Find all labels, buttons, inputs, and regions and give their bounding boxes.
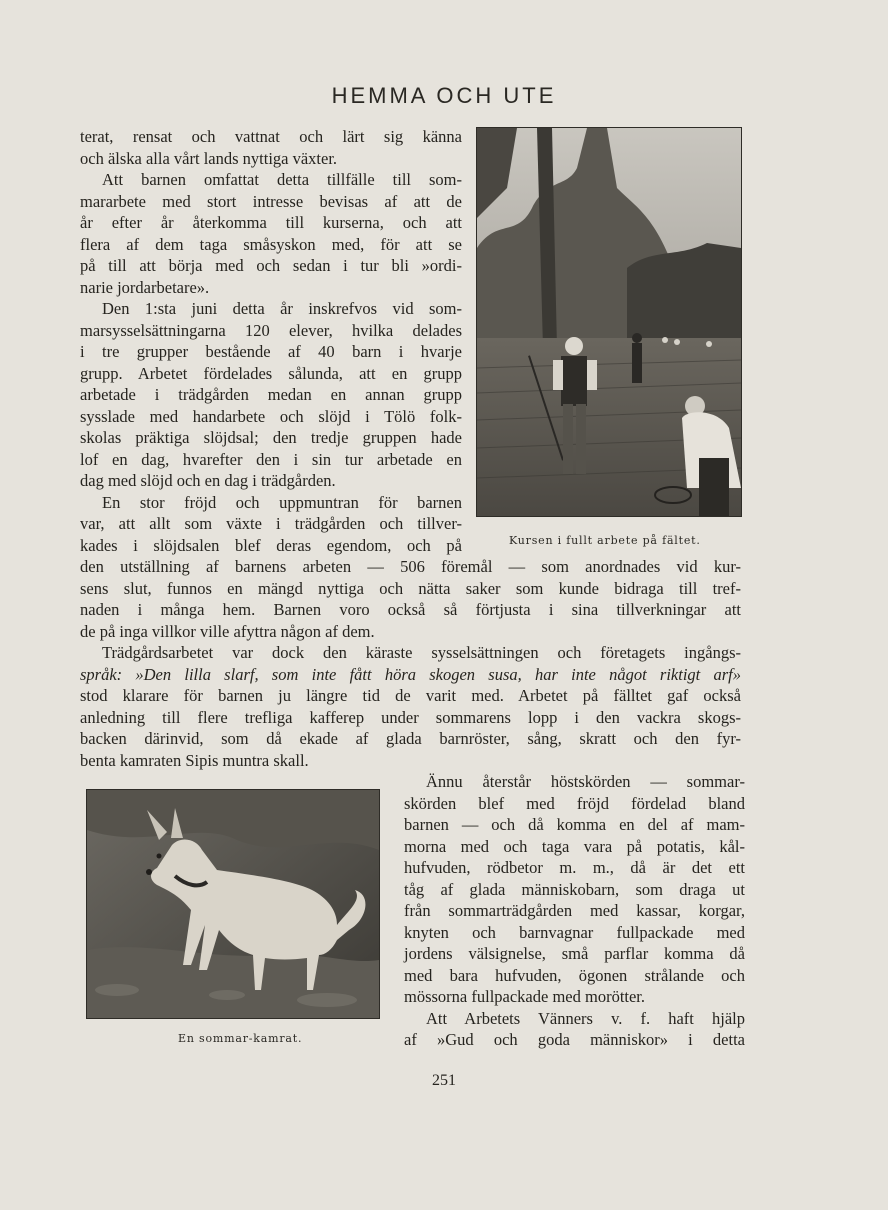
- body-line: och älska alla vårt lands nyttiga växter.: [80, 148, 338, 168]
- body-line: Att Arbetets Vänners v. f. haft hjälp: [426, 1008, 745, 1028]
- body-line: i tre grupper bestående af 40 barn i hvarje: [80, 342, 462, 361]
- body-line: språk: »Den lilla slarf, som inte fått höra skogen susa, har inte något riktigt arf»: [80, 664, 741, 684]
- body-line: knyten och barnvagnar fullpackade med: [404, 922, 745, 942]
- body-line: den utställning af barnens arbeten — 506 föremål — som anordnades vid kur-: [80, 557, 741, 576]
- body-line: Att barnen omfattat detta tillfälle till som-: [102, 170, 462, 189]
- body-line: hufvuden, rödbetor m. m., då är det ett: [404, 858, 745, 877]
- body-line: stod klarare för barnen ju längre tid de varit med. Arbetet på fälltet gaf också: [80, 686, 741, 705]
- body-line: år efter år återkomma till kurserna, och att: [80, 213, 462, 232]
- body-line: Ännu återstår höstskörden — sommar-: [426, 772, 745, 791]
- dog-photo-caption: En sommar-kamrat.: [178, 1032, 303, 1045]
- body-line: backen därinvid, som då ekade af glada barnröster, sång, skratt och den fyr-: [80, 729, 741, 748]
- body-line: af »Gud och goda människor» i detta: [404, 1030, 745, 1049]
- page-number: 251: [432, 1072, 456, 1089]
- body-line: grupp. Arbetet fördelades sålunda, att en grupp: [80, 363, 462, 383]
- field-work-photo: [476, 127, 742, 517]
- body-line: naden i många hem. Barnen voro också så förtjusta i sina tillverkningar att: [80, 600, 741, 619]
- body-line: var, att allt som växte i trädgården och tillver-: [80, 514, 462, 533]
- body-line: marsysselsättningarna 120 elever, hvilka delades: [80, 320, 462, 340]
- body-line: mössorna fullpackade med morötter.: [404, 987, 646, 1006]
- body-line: sens slut, funnos en mängd nyttiga och nätta saker som kunde bidraga till tref-: [80, 578, 741, 598]
- running-title: HEMMA OCH UTE: [331, 83, 557, 108]
- body-line: flera af dem taga småsyskon med, för att se: [80, 234, 462, 254]
- body-line: skörden blef med fröjd fördelad bland: [404, 793, 745, 813]
- dog-photo: [86, 789, 380, 1019]
- body-line: tåg af glada människobarn, som draga ut: [404, 879, 745, 899]
- field-work-photo-art: [477, 128, 741, 516]
- body-line: från sommarträdgården med kassar, korgar,: [404, 901, 745, 920]
- body-line: narie jordarbetare».: [80, 277, 210, 297]
- body-line: barnen — och då komma en del af mam-: [404, 815, 745, 834]
- dog-photo-art: [87, 790, 379, 1018]
- body-line: med bara hufvuden, ögonen strålande och: [404, 965, 745, 985]
- body-line: Trädgårdsarbetet var dock den käraste sysselsättningen och företagets ingångs-: [102, 643, 741, 662]
- body-line: lof en dag, hvarefter den i sin tur arbetade en: [80, 449, 462, 469]
- body-line: kades i slöjdsalen blef deras egendom, och på: [80, 535, 462, 555]
- body-line: på till att börja med och sedan i tur bli »ordi-: [80, 256, 462, 275]
- body-line: En stor fröjd och uppmuntran för barnen: [102, 492, 462, 512]
- body-line: benta kamraten Sipis muntra skall.: [80, 750, 309, 770]
- body-line: arbetade i trädgården medan en annan grupp: [80, 385, 462, 404]
- body-line: morna med och taga vara på potatis, kål-: [404, 836, 745, 856]
- body-line: terat, rensat och vattnat och lärt sig känna: [80, 127, 462, 146]
- body-line: dag med slöjd och en dag i trädgården.: [80, 471, 336, 490]
- body-line: sysslade med handarbete och slöjd i Tölö folk-: [80, 406, 462, 426]
- body-line: Den 1:sta juni detta år inskrefvos vid som-: [102, 299, 462, 318]
- body-line: anledning till flere trefliga kafferep under sommarens lopp i den vackra skogs-: [80, 707, 741, 727]
- field-photo-caption: Kursen i fullt arbete på fältet.: [509, 534, 701, 547]
- body-line: mararbete med stort intresse bevisas af att de: [80, 191, 462, 211]
- body-line: jordens välsignelse, små parflar komma då: [404, 944, 745, 963]
- body-line: skolas präktiga slöjdsal; den tredje gruppen hade: [80, 428, 462, 447]
- body-line: de på inga villkor ville afyttra någon af dem.: [80, 621, 375, 641]
